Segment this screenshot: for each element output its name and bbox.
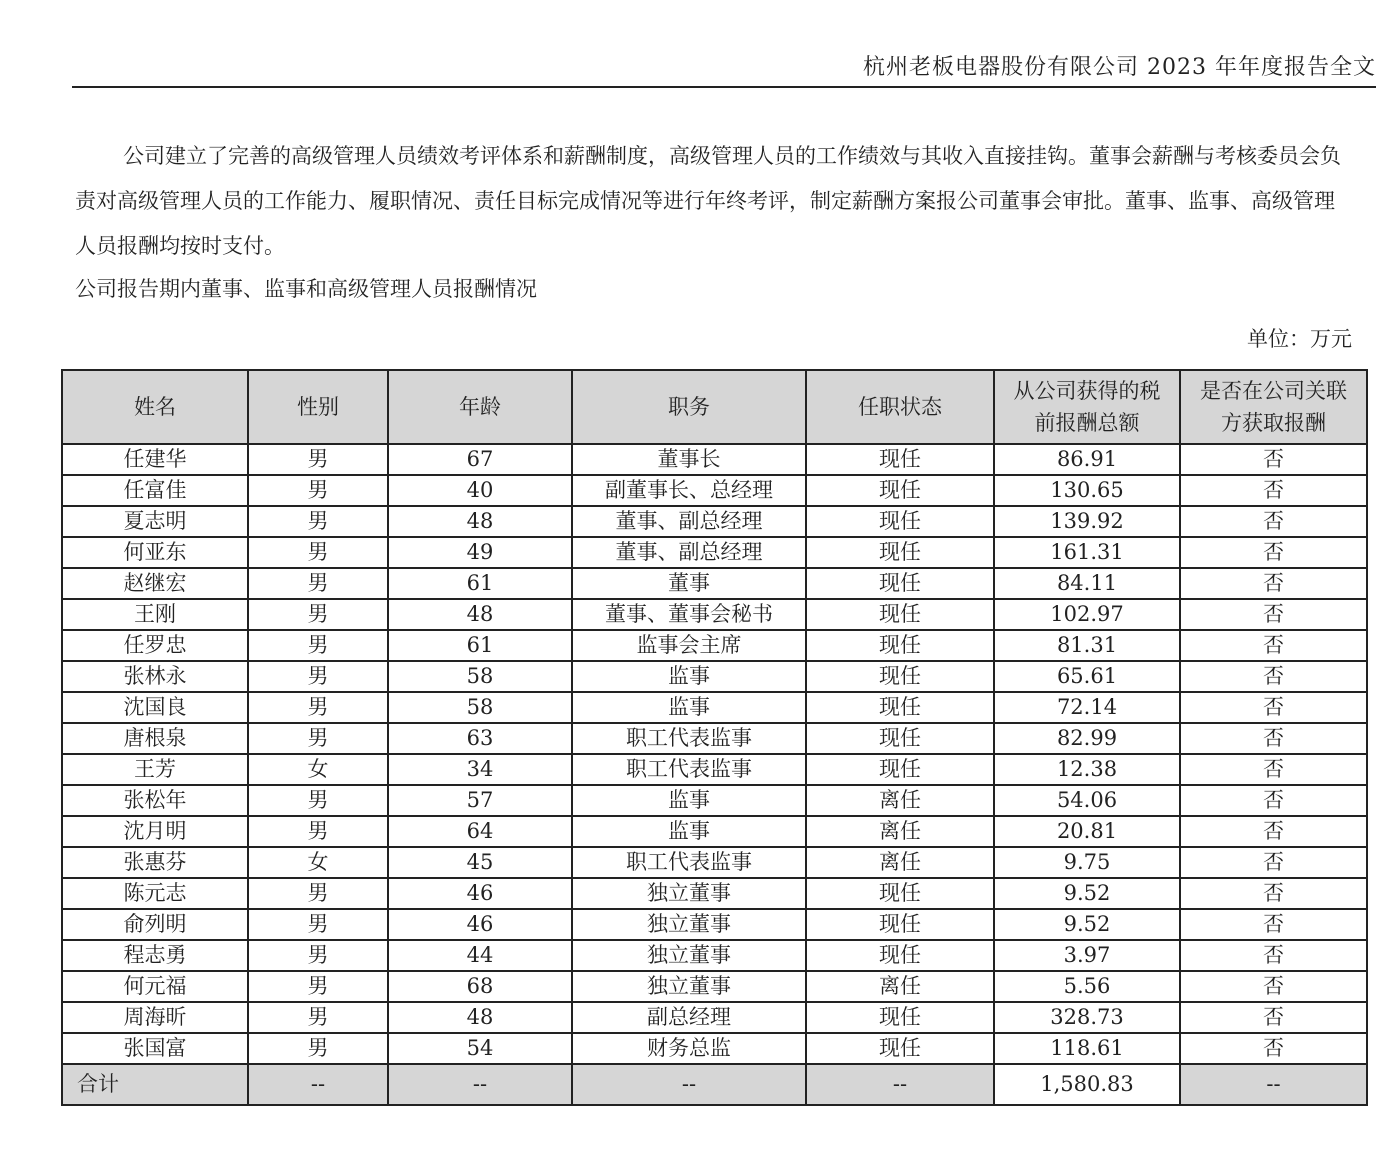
- table-row: [62, 909, 1367, 940]
- cell-compensation: 72.14: [994, 692, 1180, 723]
- cell-gender: 男: [248, 816, 388, 847]
- cell-gender: 女: [248, 754, 388, 785]
- cell-gender: 男: [248, 537, 388, 568]
- cell-age: 48: [388, 599, 572, 630]
- cell-related-party: 否: [1180, 878, 1367, 909]
- table-header-row: [62, 370, 1367, 444]
- cell-status: 现任: [806, 444, 994, 475]
- cell-related-party: 否: [1180, 475, 1367, 506]
- cell-gender: 男: [248, 1033, 388, 1064]
- cell-status: 现任: [806, 568, 994, 599]
- cell-compensation: 5.56: [994, 971, 1180, 1002]
- cell-name: 张惠芬: [62, 847, 248, 878]
- table-row: [62, 847, 1367, 878]
- cell-related-party: 否: [1180, 971, 1367, 1002]
- cell-compensation: 65.61: [994, 661, 1180, 692]
- table-row: [62, 661, 1367, 692]
- header-name: 姓名: [62, 370, 248, 444]
- cell-name: 何亚东: [62, 537, 248, 568]
- cell-position: 监事: [572, 816, 806, 847]
- table-row: [62, 475, 1367, 506]
- cell-compensation: 139.92: [994, 506, 1180, 537]
- cell-compensation: 82.99: [994, 723, 1180, 754]
- cell-gender: 男: [248, 444, 388, 475]
- cell-position: 监事: [572, 692, 806, 723]
- cell-age: 48: [388, 506, 572, 537]
- cell-name: 夏志明: [62, 506, 248, 537]
- cell-compensation: 9.52: [994, 878, 1180, 909]
- cell-compensation: 20.81: [994, 816, 1180, 847]
- cell-age: 45: [388, 847, 572, 878]
- total-placeholder: --: [572, 1064, 806, 1105]
- cell-related-party: 否: [1180, 444, 1367, 475]
- cell-status: 现任: [806, 909, 994, 940]
- cell-age: 64: [388, 816, 572, 847]
- table-row: [62, 568, 1367, 599]
- cell-status: 离任: [806, 971, 994, 1002]
- cell-related-party: 否: [1180, 754, 1367, 785]
- cell-compensation: 161.31: [994, 537, 1180, 568]
- cell-compensation: 81.31: [994, 630, 1180, 661]
- cell-related-party: 否: [1180, 940, 1367, 971]
- cell-compensation: 9.75: [994, 847, 1180, 878]
- cell-related-party: 否: [1180, 630, 1367, 661]
- cell-name: 陈元志: [62, 878, 248, 909]
- cell-compensation: 130.65: [994, 475, 1180, 506]
- cell-status: 现任: [806, 506, 994, 537]
- cell-name: 赵继宏: [62, 568, 248, 599]
- cell-name: 周海昕: [62, 1002, 248, 1033]
- header-age: 年龄: [388, 370, 572, 444]
- cell-age: 54: [388, 1033, 572, 1064]
- cell-related-party: 否: [1180, 1002, 1367, 1033]
- cell-gender: 男: [248, 909, 388, 940]
- cell-name: 沈月明: [62, 816, 248, 847]
- cell-related-party: 否: [1180, 909, 1367, 940]
- total-placeholder: --: [388, 1064, 572, 1105]
- cell-status: 现任: [806, 723, 994, 754]
- intro-paragraph: [75, 134, 1345, 269]
- table-row: [62, 723, 1367, 754]
- cell-age: 61: [388, 568, 572, 599]
- cell-gender: 男: [248, 723, 388, 754]
- cell-age: 58: [388, 661, 572, 692]
- cell-related-party: 否: [1180, 506, 1367, 537]
- cell-name: 任建华: [62, 444, 248, 475]
- table-row: [62, 816, 1367, 847]
- header-gender: 性别: [248, 370, 388, 444]
- cell-age: 67: [388, 444, 572, 475]
- cell-status: 现任: [806, 940, 994, 971]
- table-row: [62, 1002, 1367, 1033]
- cell-related-party: 否: [1180, 599, 1367, 630]
- intro-paragraph-text: 公司建立了完善的高级管理人员绩效考评体系和薪酬制度，高级管理人员的工作绩效与其收入直接挂钩。董事会薪酬与考核委员会负责对高级管理人员的工作能力、履职情况、责任目标完成情况等进行年终考评，制定薪酬方案报公司董事会审批。董事、监事、高级管理人员报酬均按时支付。: [75, 144, 1341, 258]
- cell-related-party: 否: [1180, 661, 1367, 692]
- cell-status: 现任: [806, 630, 994, 661]
- cell-name: 张林永: [62, 661, 248, 692]
- cell-name: 唐根泉: [62, 723, 248, 754]
- table-row: [62, 1033, 1367, 1064]
- cell-gender: 男: [248, 878, 388, 909]
- cell-gender: 男: [248, 661, 388, 692]
- cell-name: 任富佳: [62, 475, 248, 506]
- cell-compensation: 102.97: [994, 599, 1180, 630]
- compensation-table: [61, 369, 1368, 1106]
- table-row: [62, 754, 1367, 785]
- cell-compensation: 3.97: [994, 940, 1180, 971]
- table-row: [62, 506, 1367, 537]
- cell-name: 张松年: [62, 785, 248, 816]
- cell-age: 40: [388, 475, 572, 506]
- cell-position: 监事: [572, 661, 806, 692]
- table-caption: 公司报告期内董事、监事和高级管理人员报酬情况: [75, 277, 537, 301]
- total-placeholder: --: [248, 1064, 388, 1105]
- report-header-title: 杭州老板电器股份有限公司 2023 年年度报告全文: [863, 55, 1376, 80]
- header-pretax-compensation: 从公司获得的税前报酬总额: [994, 370, 1180, 444]
- cell-status: 现任: [806, 878, 994, 909]
- cell-status: 现任: [806, 661, 994, 692]
- cell-status: 现任: [806, 1033, 994, 1064]
- cell-name: 程志勇: [62, 940, 248, 971]
- cell-position: 副总经理: [572, 1002, 806, 1033]
- cell-status: 现任: [806, 1002, 994, 1033]
- cell-position: 独立董事: [572, 971, 806, 1002]
- cell-position: 监事会主席: [572, 630, 806, 661]
- cell-name: 王刚: [62, 599, 248, 630]
- cell-position: 职工代表监事: [572, 754, 806, 785]
- cell-age: 44: [388, 940, 572, 971]
- total-placeholder: --: [1180, 1064, 1367, 1105]
- cell-name: 张国富: [62, 1033, 248, 1064]
- table-row: [62, 537, 1367, 568]
- cell-name: 何元福: [62, 971, 248, 1002]
- cell-related-party: 否: [1180, 816, 1367, 847]
- cell-age: 46: [388, 878, 572, 909]
- cell-gender: 女: [248, 847, 388, 878]
- table-row: [62, 940, 1367, 971]
- cell-status: 现任: [806, 475, 994, 506]
- cell-related-party: 否: [1180, 785, 1367, 816]
- cell-name: 俞列明: [62, 909, 248, 940]
- cell-position: 独立董事: [572, 940, 806, 971]
- cell-compensation: 84.11: [994, 568, 1180, 599]
- cell-position: 职工代表监事: [572, 847, 806, 878]
- cell-position: 董事长: [572, 444, 806, 475]
- cell-status: 现任: [806, 537, 994, 568]
- cell-position: 独立董事: [572, 909, 806, 940]
- cell-status: 现任: [806, 692, 994, 723]
- cell-compensation: 328.73: [994, 1002, 1180, 1033]
- table-row: [62, 444, 1367, 475]
- total-row: [62, 1064, 1367, 1105]
- cell-compensation: 86.91: [994, 444, 1180, 475]
- cell-name: 王芳: [62, 754, 248, 785]
- cell-gender: 男: [248, 506, 388, 537]
- total-label: 合计: [62, 1064, 248, 1105]
- cell-age: 49: [388, 537, 572, 568]
- header-position: 职务: [572, 370, 806, 444]
- cell-gender: 男: [248, 785, 388, 816]
- cell-status: 离任: [806, 785, 994, 816]
- cell-position: 董事、副总经理: [572, 537, 806, 568]
- header-status: 任职状态: [806, 370, 994, 444]
- cell-gender: 男: [248, 475, 388, 506]
- cell-position: 董事、副总经理: [572, 506, 806, 537]
- cell-related-party: 否: [1180, 568, 1367, 599]
- cell-position: 董事: [572, 568, 806, 599]
- cell-age: 63: [388, 723, 572, 754]
- cell-related-party: 否: [1180, 692, 1367, 723]
- header-related-party-compensation: 是否在公司关联方获取报酬: [1180, 370, 1367, 444]
- cell-gender: 男: [248, 940, 388, 971]
- cell-position: 职工代表监事: [572, 723, 806, 754]
- table-row: [62, 878, 1367, 909]
- cell-age: 61: [388, 630, 572, 661]
- cell-position: 财务总监: [572, 1033, 806, 1064]
- header-divider: [72, 86, 1376, 88]
- cell-status: 离任: [806, 816, 994, 847]
- cell-related-party: 否: [1180, 1033, 1367, 1064]
- cell-related-party: 否: [1180, 723, 1367, 754]
- cell-gender: 男: [248, 630, 388, 661]
- cell-gender: 男: [248, 1002, 388, 1033]
- cell-gender: 男: [248, 568, 388, 599]
- cell-name: 沈国良: [62, 692, 248, 723]
- cell-gender: 男: [248, 599, 388, 630]
- table-row: [62, 692, 1367, 723]
- cell-age: 58: [388, 692, 572, 723]
- cell-position: 董事、董事会秘书: [572, 599, 806, 630]
- cell-age: 34: [388, 754, 572, 785]
- cell-age: 48: [388, 1002, 572, 1033]
- cell-compensation: 118.61: [994, 1033, 1180, 1064]
- cell-related-party: 否: [1180, 847, 1367, 878]
- total-placeholder: --: [806, 1064, 994, 1105]
- cell-position: 副董事长、总经理: [572, 475, 806, 506]
- cell-gender: 男: [248, 692, 388, 723]
- cell-compensation: 9.52: [994, 909, 1180, 940]
- unit-label: 单位：万元: [1247, 327, 1352, 351]
- cell-related-party: 否: [1180, 537, 1367, 568]
- cell-compensation: 12.38: [994, 754, 1180, 785]
- cell-status: 现任: [806, 599, 994, 630]
- cell-age: 68: [388, 971, 572, 1002]
- cell-name: 任罗忠: [62, 630, 248, 661]
- cell-status: 离任: [806, 847, 994, 878]
- cell-status: 现任: [806, 754, 994, 785]
- total-compensation: 1,580.83: [994, 1064, 1180, 1105]
- cell-gender: 男: [248, 971, 388, 1002]
- table-row: [62, 971, 1367, 1002]
- table-row: [62, 599, 1367, 630]
- table-row: [62, 785, 1367, 816]
- cell-compensation: 54.06: [994, 785, 1180, 816]
- cell-position: 监事: [572, 785, 806, 816]
- cell-age: 46: [388, 909, 572, 940]
- cell-position: 独立董事: [572, 878, 806, 909]
- cell-age: 57: [388, 785, 572, 816]
- table-row: [62, 630, 1367, 661]
